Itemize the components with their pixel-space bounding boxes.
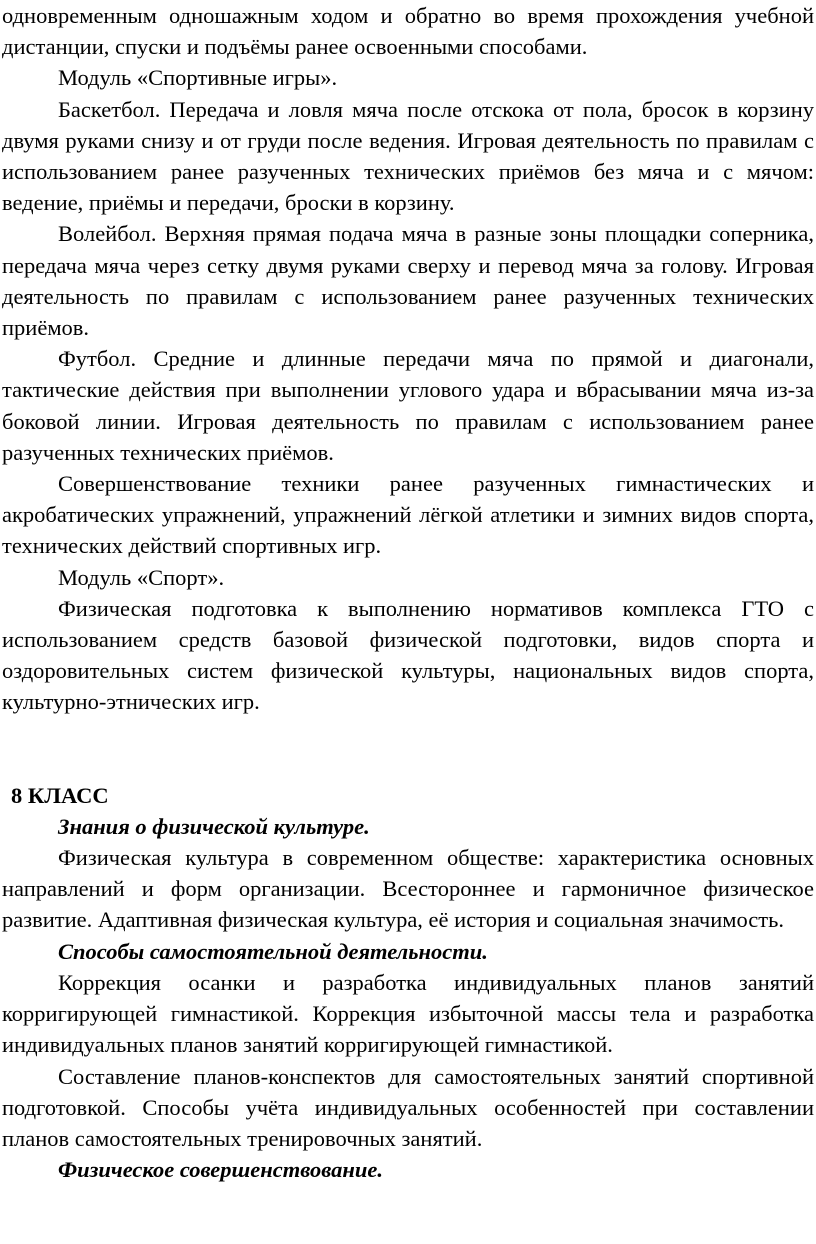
paragraph-plan-outlines: Составление планов-конспектов для самостоятельных занятий спортивной подготовкой. Способы учёта индивидуальных особенностей при составлении планов самостоятельных тренировочных занятий. bbox=[2, 1063, 814, 1151]
section-title-knowledge: Знания о физической культуре. bbox=[58, 813, 370, 839]
paragraph-gto-preparation: Физическая подготовка к выполнению нормативов комплекса ГТО с использованием средств базовой физической подготовки, видов спорта и оздоровительных систем физической культуры, национальных видов спорта, культурно-этнических игр. bbox=[2, 595, 814, 715]
grade-heading: 8 КЛАСС bbox=[11, 782, 109, 808]
paragraph-module-sport: Модуль «Спорт». bbox=[58, 564, 225, 590]
section-spacer bbox=[2, 718, 814, 780]
paragraph-posture-correction: Коррекция осанки и разработка индивидуальных планов занятий корригирующей гимнастикой. Коррекция избыточной массы тела и разработка индивидуальных планов занятий корригирующей гимнастикой. bbox=[2, 969, 814, 1058]
section-title-physical: Физическое совершенствование. bbox=[58, 1157, 383, 1183]
paragraph-volleyball: Волейбол. Верхняя прямая подача мяча в разные зоны площадки соперника, передача мяча через сетку двумя руками сверху и перевод мяча за голову. Игровая деятельность по правилам с использованием ранее разученных технических приёмов. bbox=[2, 221, 814, 341]
section-title-methods: Способы самостоятельной деятельности. bbox=[58, 938, 488, 964]
paragraph-basketball: Баскетбол. Передача и ловля мяча после отскока от пола, бросок в корзину двумя руками снизу и от груди после ведения. Игровая деятельность по правилам с использованием ранее разученных технических приёмов без мяча и с мячом: ведение, приёмы и передачи, броски в корзину. bbox=[2, 96, 814, 216]
paragraph-technique-improvement: Совершенствование техники ранее разученных гимнастических и акробатических упражнений, упражнений лёгкой атлетики и зимних видов спорта, технических действий спортивных игр. bbox=[2, 471, 814, 559]
paragraph-ski-continuation: одновременным одношажным ходом и обратно во время прохождения учебной дистанции, спуски и подъёмы ранее освоенными способами. bbox=[2, 3, 814, 60]
paragraph-module-sport-games: Модуль «Спортивные игры». bbox=[58, 65, 338, 91]
paragraph-football: Футбол. Средние и длинные передачи мяча по прямой и диагонали, тактические действия при выполнении углового удара и вбрасывании мяча из-за боковой линии. Игровая деятельность по правилам с использованием ранее разученных технических приёмов. bbox=[2, 346, 814, 465]
paragraph-physical-culture-society: Физическая культура в современном обществе: характеристика основных направлений и форм организации. Всестороннее и гармоничное физическое развитие. Адаптивная физическая культура, её история и социальная значимость. bbox=[2, 845, 814, 933]
